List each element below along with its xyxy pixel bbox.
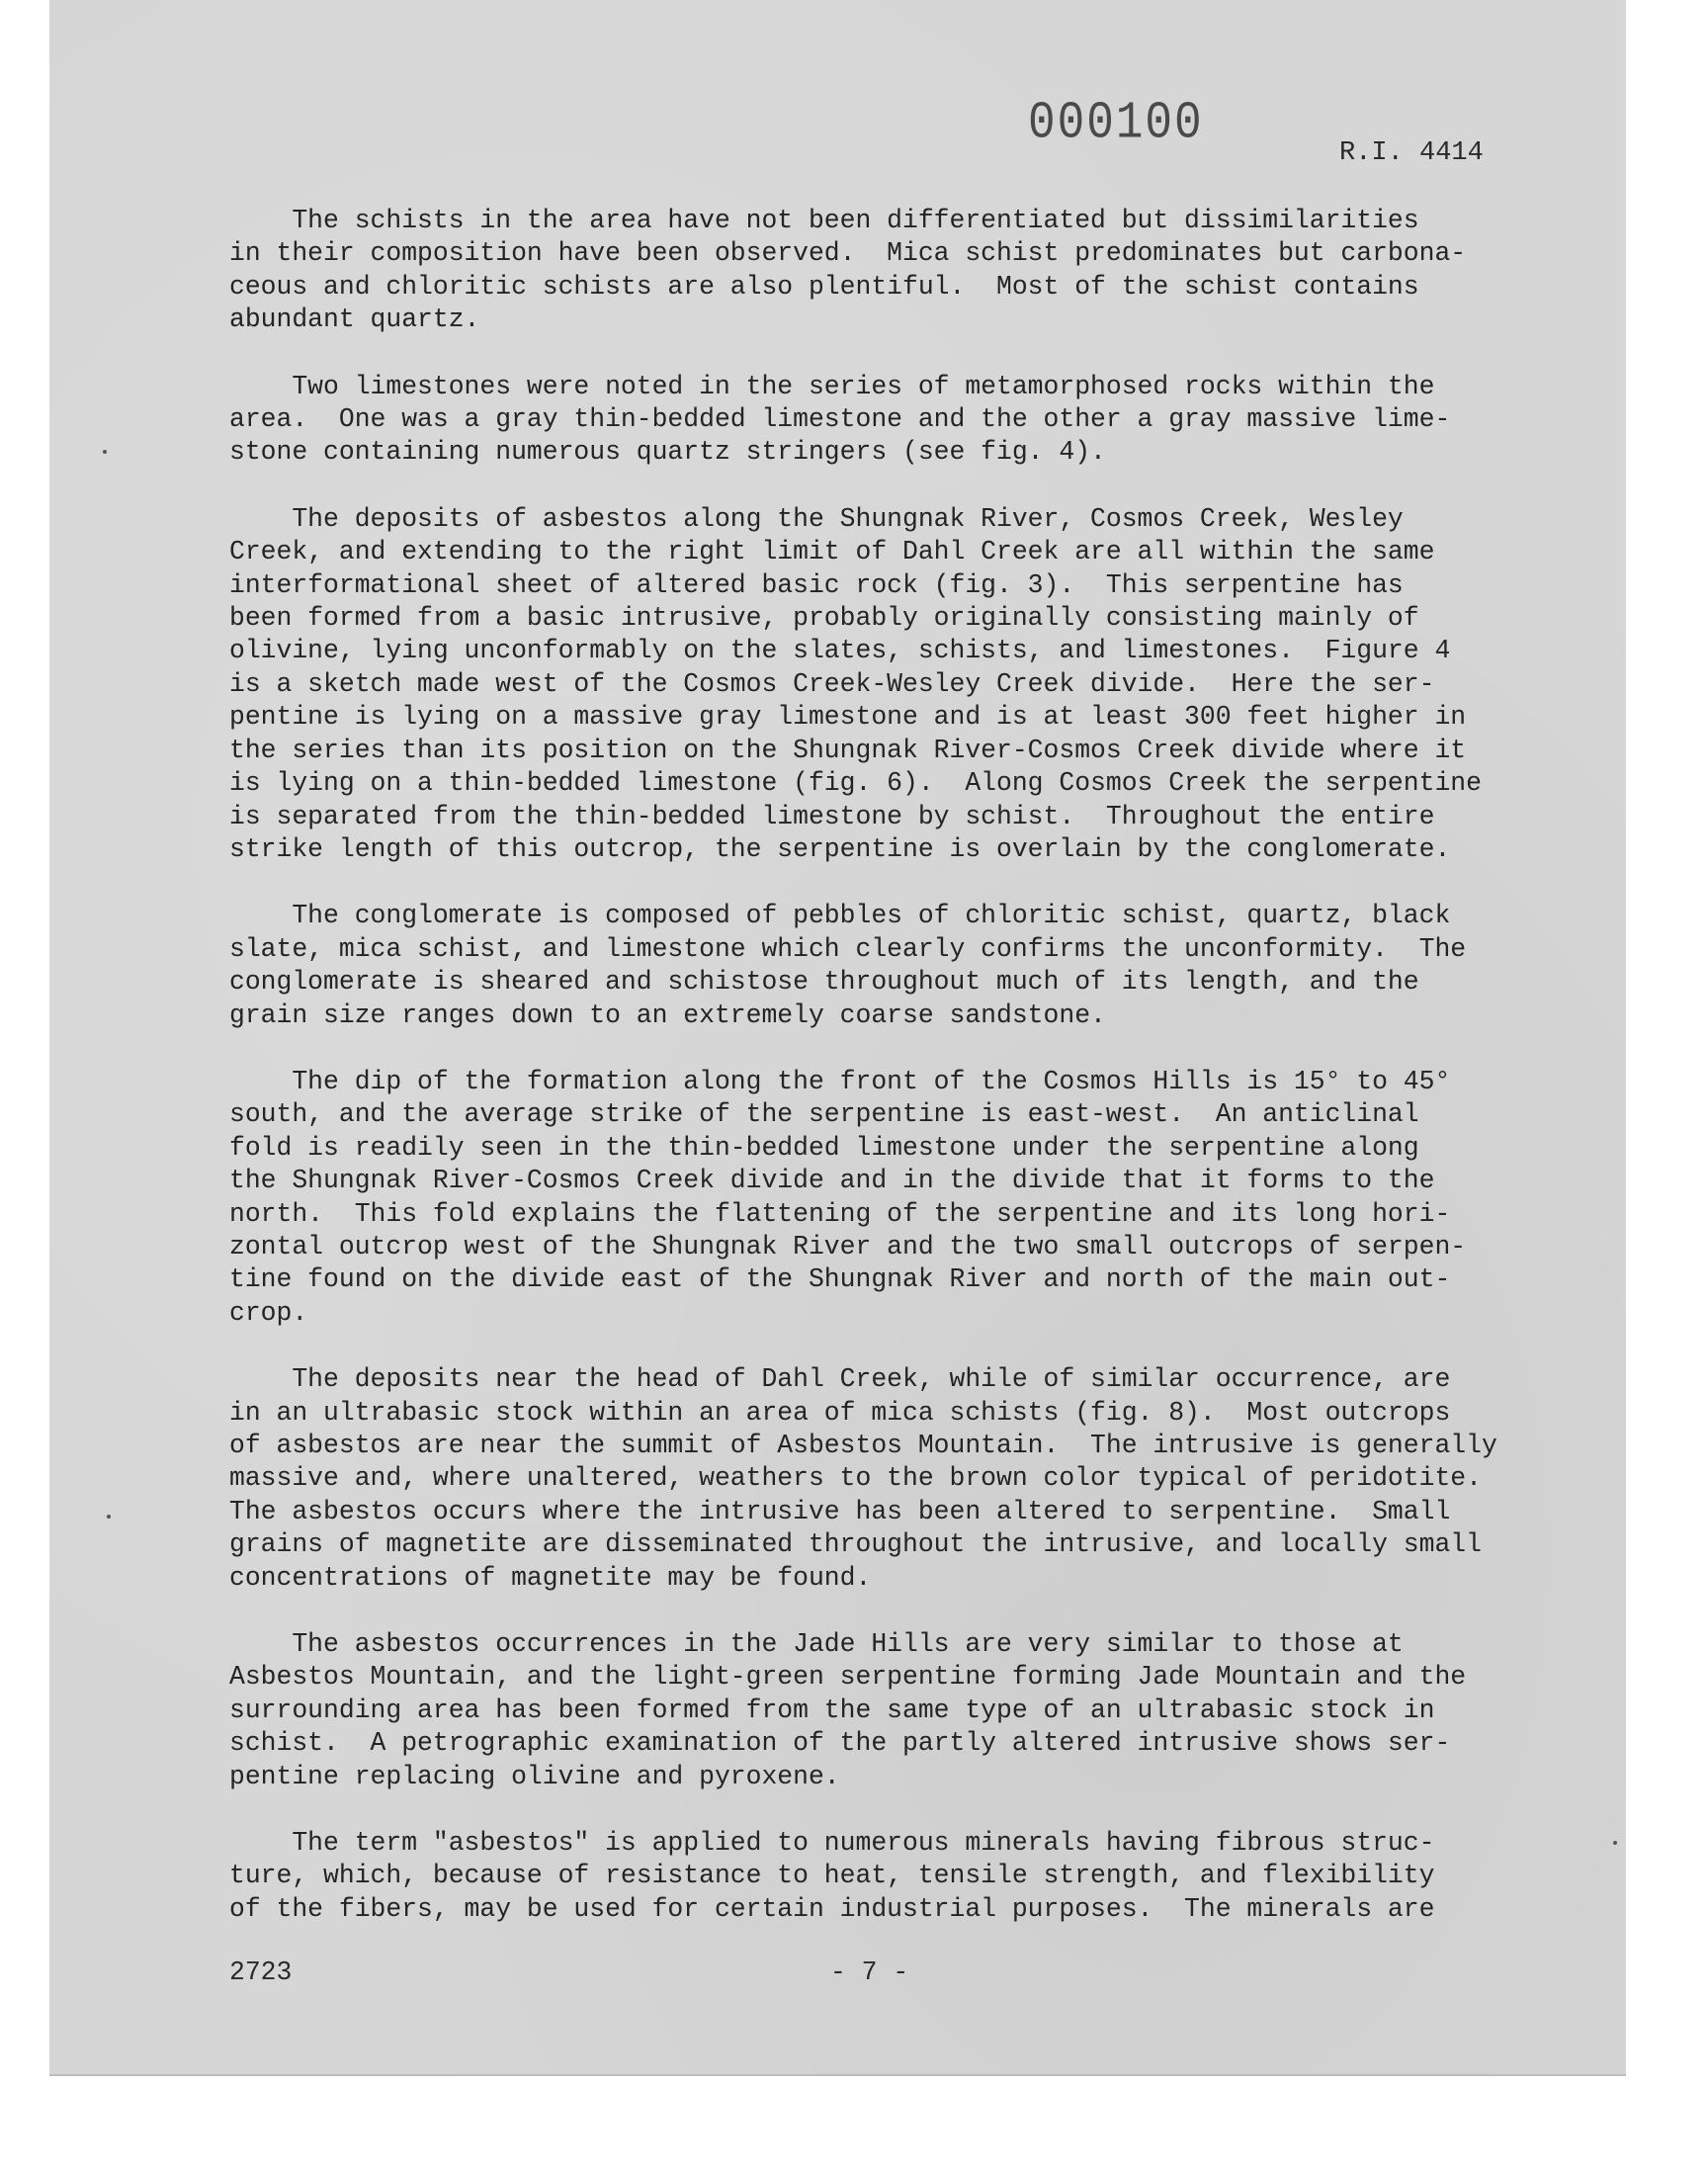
text-line: interformational sheet of altered basic rock (fig. 3). This serpentine has (229, 569, 1404, 600)
text-line: of the fibers, may be used for certain industrial purposes. The minerals are (229, 1893, 1435, 1924)
scan-speck (1613, 1841, 1617, 1845)
text-line: zontal outcrop west of the Shungnak River and the two small outcrops of serpen- (229, 1231, 1467, 1262)
text-line: Asbestos Mountain, and the light-green serpentine forming Jade Mountain and the (229, 1662, 1467, 1693)
text-line: of asbestos are near the summit of Asbestos Mountain. The intrusive is generally (229, 1431, 1497, 1460)
scan-speck (107, 1515, 111, 1519)
text-line: fold is readily seen in the thin-bedded limestone under the serpentine along (229, 1132, 1419, 1163)
text-line: The deposits of asbestos along the Shungnak River, Cosmos Creek, Wesley (229, 503, 1404, 534)
text-line: slate, mica schist, and limestone which clearly confirms the unconformity. The (229, 933, 1467, 964)
text-line: surrounding area has been formed from the same type of an ultrabasic stock in (229, 1695, 1435, 1725)
text-line: been formed from a basic intrusive, probably originally consisting mainly of (229, 603, 1419, 634)
text-line: stone containing numerous quartz stringers (see fig. 4). (229, 437, 1106, 468)
text-line: grain size ranges down to an extremely coarse sandstone. (229, 1000, 1106, 1030)
paragraph (229, 1628, 1583, 1793)
paragraph (229, 205, 1583, 337)
text-line: schist. A petrographic examination of the partly altered intrusive shows ser- (229, 1728, 1451, 1759)
paragraph (229, 1066, 1583, 1330)
text-line: Creek, and extending to the right limit of Dahl Creek are all within the same (229, 537, 1435, 567)
text-line: conglomerate is sheared and schistose throughout much of its length, and the (229, 967, 1419, 998)
text-line: The term "asbestos" is applied to numerous minerals having fibrous struc- (229, 1828, 1435, 1859)
text-line: is lying on a thin-bedded limestone (fig. 6). Along Cosmos Creek the serpentine (229, 768, 1482, 799)
text-line: The dip of the formation along the front of the Cosmos Hills is 15° to 45° (229, 1066, 1451, 1096)
text-line: The schists in the area have not been differentiated but dissimilarities (229, 206, 1419, 235)
text-line: in an ultrabasic stock within an area of mica schists (fig. 8). Most outcrops (229, 1397, 1451, 1428)
page-number: - 7 - (830, 1958, 909, 1987)
text-line: abundant quartz. (229, 304, 480, 335)
text-line: The deposits near the head of Dahl Creek, while of similar occurrence, are (229, 1364, 1451, 1395)
text-line: pentine replacing olivine and pyroxene. (229, 1761, 840, 1791)
text-line: in their composition have been observed. Mica schist predominates but carbona- (229, 238, 1467, 269)
paragraph (229, 1363, 1583, 1595)
footer-number: 2723 (229, 1958, 293, 1987)
text-line: The asbestos occurrences in the Jade Hills are very similar to those at (229, 1629, 1404, 1660)
paragraph (229, 503, 1583, 866)
text-line: concentrations of magnetite may be found. (229, 1562, 872, 1593)
text-line: crop. (229, 1297, 308, 1328)
text-line: grains of magnetite are disseminated throughout the intrusive, and locally small (229, 1529, 1482, 1560)
text-line: is separated from the thin-bedded limestone by schist. Throughout the entire (229, 801, 1435, 831)
paragraph (229, 1827, 1583, 1926)
text-line: The asbestos occurs where the intrusive has been altered to serpentine. Small (229, 1496, 1451, 1526)
text-line: massive and, where unaltered, weathers to the brown color typical of peridotite. (229, 1463, 1482, 1494)
text-line: Two limestones were noted in the series of metamorphosed rocks within the (229, 371, 1435, 401)
text-line: pentine is lying on a massive gray limestone and is at least 300 feet higher in (229, 702, 1467, 733)
text-line: south, and the average strike of the serpentine is east-west. An anticlinal (229, 1099, 1419, 1130)
scan-speck (103, 450, 107, 454)
text-line: north. This fold explains the flattening of the serpentine and its long hori- (229, 1198, 1451, 1229)
text-line: ceous and chloritic schists are also plentiful. Most of the schist contains (229, 271, 1419, 302)
text-line: olivine, lying unconformably on the slates, schists, and limestones. Figure 4 (229, 636, 1451, 666)
text-line: the series than its position on the Shungnak River-Cosmos Creek divide where it (229, 735, 1467, 765)
paragraph (229, 371, 1583, 470)
document-body (229, 205, 1583, 1959)
text-line: the Shungnak River-Cosmos Creek divide and in the divide that it forms to the (229, 1166, 1435, 1196)
paragraph (229, 900, 1583, 1032)
text-line: area. One was a gray thin-bedded limestone and the other a gray massive lime- (229, 404, 1451, 435)
text-line: ture, which, because of resistance to heat, tensile strength, and flexibility (229, 1861, 1435, 1891)
report-id: R.I. 4414 (1339, 138, 1484, 168)
text-line: The conglomerate is composed of pebbles of chloritic schist, quartz, black (229, 901, 1451, 931)
text-line: strike length of this outcrop, the serpentine is overlain by the conglomerate. (229, 833, 1451, 864)
stamp-number: 000100 (1028, 94, 1204, 153)
text-line: is a sketch made west of the Cosmos Creek-Wesley Creek divide. Here the ser- (229, 668, 1435, 699)
text-line: tine found on the divide east of the Shungnak River and north of the main out- (229, 1264, 1451, 1295)
